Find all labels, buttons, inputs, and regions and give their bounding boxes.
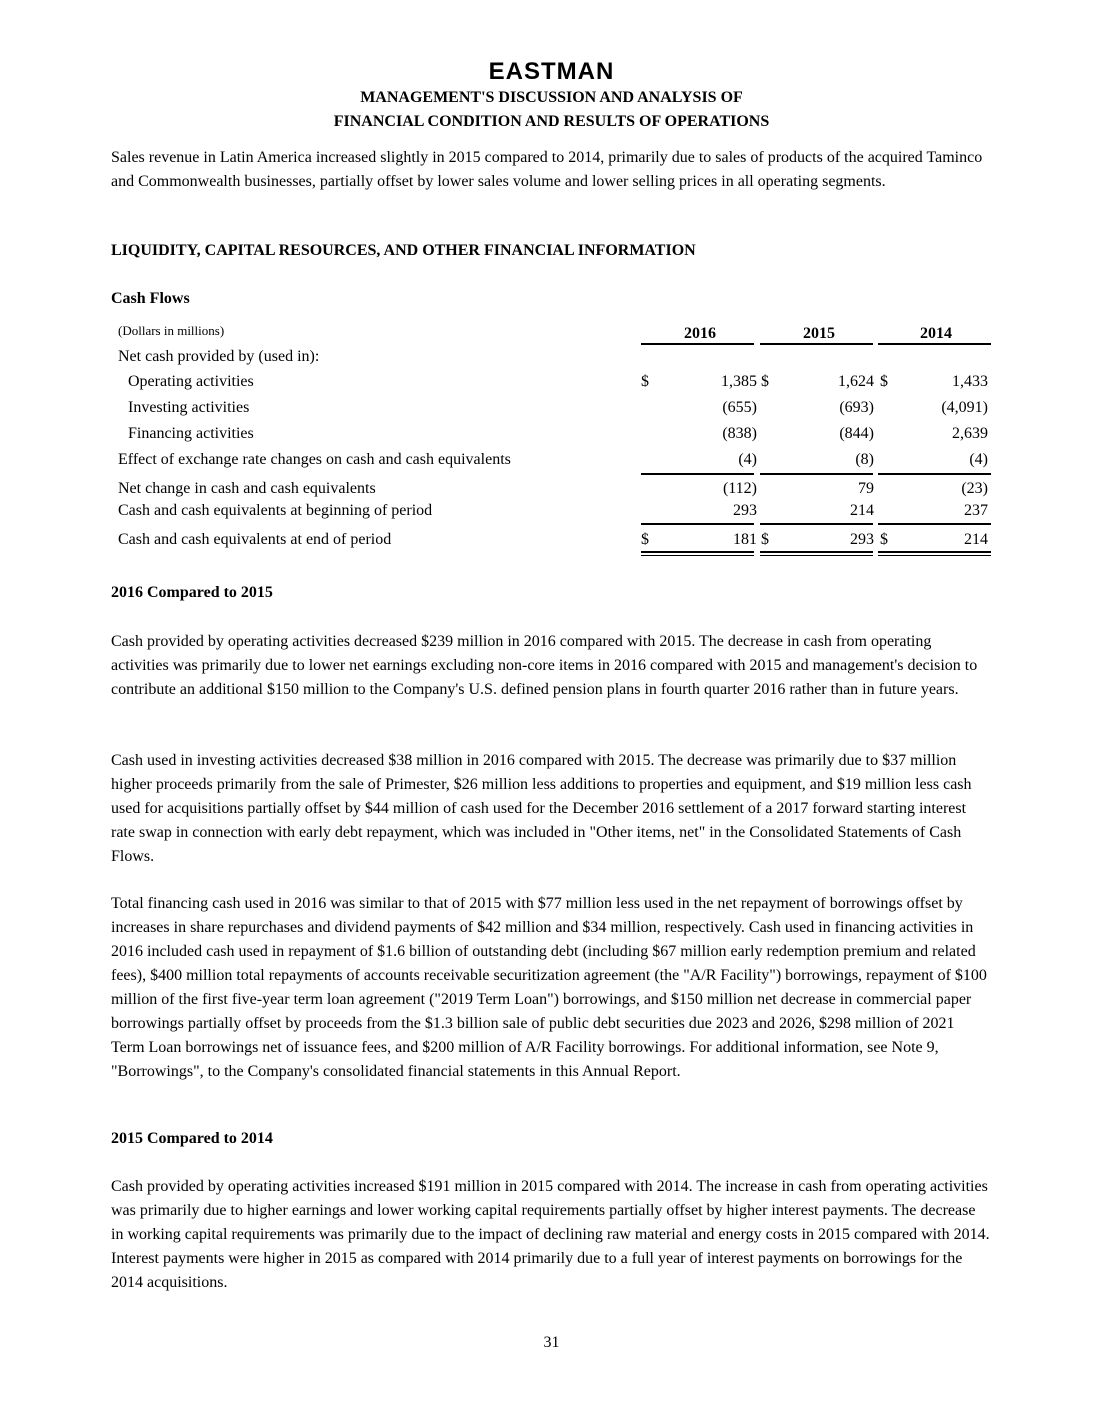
header-title-line2: FINANCIAL CONDITION AND RESULTS OF OPERATIONS [333, 113, 770, 130]
year-header-2015: 2015 [803, 325, 835, 342]
section-2016-paragraph-investing: Cash used in investing activities decreased $38 million in 2016 compared with 2015. The decrease was primarily due to $37 million higher proceeds primarily from the sale of Primester, $26 million less additions to properties and equipment, and $19 million less cash used for acquisitions partially offset by $44 million of cash used for the December 2016 settlement of a 2017 forward starting interest rate swap in connection with early debt repayment, which was included in "Other items, net" in the Consolidated Statements of Cash Flows. [111, 752, 972, 865]
cell-investing-2014: (4,091) [941, 399, 988, 416]
section-2016-title: 2016 Compared to 2015 [111, 584, 273, 601]
row-label-investing: Investing activities [128, 399, 250, 416]
subtotal-rule [641, 473, 754, 475]
row-label-ending: Cash and cash equivalents at end of period [118, 531, 392, 548]
total-rule [641, 523, 754, 525]
intro-paragraph: Sales revenue in Latin America increased slightly in 2015 compared to 2014, primarily due to sales of products of the acquired Taminco and Commonwealth businesses, partially offset by lower sales volume and lower selling prices in all operating segments. [111, 149, 983, 190]
currency-symbol: $ [641, 531, 649, 548]
group-label: Net cash provided by (used in): [118, 348, 320, 365]
cell-investing-2016: (655) [722, 399, 757, 416]
cash-flows-title: Cash Flows [111, 290, 190, 307]
cell-financing-2016: (838) [722, 425, 757, 442]
subtotal-rule [760, 473, 873, 475]
total-rule [760, 523, 873, 525]
section-2015-title: 2015 Compared to 2014 [111, 1130, 273, 1147]
currency-symbol: $ [880, 531, 888, 548]
currency-symbol: $ [641, 373, 649, 390]
cell-financing-2015: (844) [839, 425, 874, 442]
cell-investing-2015: (693) [839, 399, 874, 416]
double-rule-bottom [641, 555, 754, 556]
double-rule-bottom [760, 555, 873, 556]
cell-ending-2016: 181 [733, 531, 757, 548]
cell-net-change-2015: 79 [858, 480, 874, 497]
double-rule-bottom [878, 555, 991, 556]
cell-financing-2014: 2,639 [952, 425, 988, 442]
double-rule-top [878, 551, 991, 553]
double-rule-top [641, 551, 754, 553]
cell-fx-2016: (4) [738, 451, 757, 468]
cell-operating-2016: 1,385 [721, 373, 757, 390]
cell-net-change-2016: (112) [722, 480, 757, 497]
row-label-beginning: Cash and cash equivalents at beginning of period [118, 502, 433, 519]
double-rule-top [760, 551, 873, 553]
subtotal-rule [878, 473, 991, 475]
eastman-logo: EASTMAN [488, 58, 615, 85]
row-label-net-change: Net change in cash and cash equivalents [118, 480, 376, 497]
currency-symbol: $ [761, 373, 769, 390]
cell-operating-2014: 1,433 [952, 373, 988, 390]
currency-symbol: $ [761, 531, 769, 548]
header-rule [760, 343, 873, 345]
row-label-fx: Effect of exchange rate changes on cash and cash equivalents [118, 451, 511, 468]
cell-operating-2015: 1,624 [838, 373, 874, 390]
cell-ending-2015: 293 [850, 531, 874, 548]
currency-symbol: $ [880, 373, 888, 390]
row-label-financing: Financing activities [128, 425, 254, 442]
units-note: (Dollars in millions) [118, 323, 225, 338]
section-2016-paragraph-operating: Cash provided by operating activities decreased $239 million in 2016 compared with 2015. The decrease in cash from operating activities was primarily due to lower net earnings excluding non-core items in 2016 compared with 2015 and management's decision to contribute an additional $150 million to the Company's U.S. defined pension plans in fourth quarter 2016 rather than in future years. [111, 633, 978, 698]
cell-beginning-2015: 214 [850, 502, 874, 519]
year-header-2016: 2016 [684, 325, 716, 342]
section-title: LIQUIDITY, CAPITAL RESOURCES, AND OTHER FINANCIAL INFORMATION [111, 242, 696, 259]
cell-beginning-2014: 237 [964, 502, 988, 519]
cell-fx-2015: (8) [855, 451, 874, 468]
section-2015-paragraph-operating: Cash provided by operating activities increased $191 million in 2015 compared with 2014. The increase in cash from operating activities was primarily due to higher earnings and lower working capital requirements partially offset by higher interest payments. The decrease in working capital requirements was primarily due to the impact of declining raw material and energy costs in 2015 compared with 2014. Interest payments were higher in 2015 as compared with 2014 primarily due to a full year of interest payments on borrowings for the 2014 acquisitions. [111, 1178, 990, 1291]
cell-ending-2014: 214 [964, 531, 988, 548]
header-rule [641, 343, 754, 345]
cell-beginning-2016: 293 [733, 502, 757, 519]
section-2016-paragraph-financing: Total financing cash used in 2016 was similar to that of 2015 with $77 million less used in the net repayment of borrowings offset by increases in share repurchases and dividend payments of $42 million and $34 million, respectively. Cash used in financing activities in 2016 included cash used in repayment of $1.6 billion of outstanding debt (including $67 million early redemption premium and related fees), $400 million total repayments of accounts receivable securitization agreement (the "A/R Facility") borrowings, repayment of $100 million of the first five-year term loan agreement ("2019 Term Loan") borrowings, and $150 million net decrease in commercial paper borrowings partially offset by proceeds from the $1.3 billion sale of public debt securities due 2023 and 2026, $298 million of 2021 Term Loan borrowings net of issuance fees, and $200 million of A/R Facility borrowings. For additional information, see Note 9, "Borrowings", to the Company's consolidated financial statements in this Annual Report. [111, 895, 987, 1080]
header-title-line1: MANAGEMENT'S DISCUSSION AND ANALYSIS OF [360, 89, 743, 106]
year-header-2014: 2014 [920, 325, 952, 342]
header-rule [878, 343, 991, 345]
cell-fx-2014: (4) [969, 451, 988, 468]
page-number: 31 [543, 1334, 560, 1351]
total-rule [878, 523, 991, 525]
cell-net-change-2014: (23) [961, 480, 988, 497]
row-label-operating: Operating activities [128, 373, 254, 390]
